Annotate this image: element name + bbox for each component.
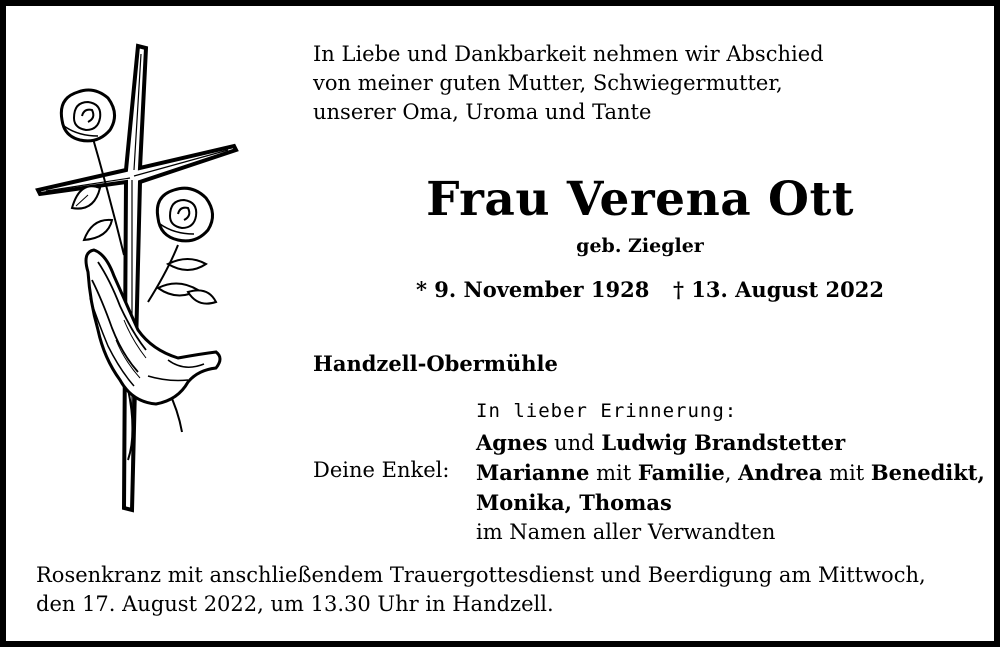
deceased-name: Frau Verena Ott [426,172,854,227]
mourner-name: Monika, Thomas [476,490,672,515]
conjunction: und [554,431,595,455]
intro-text [313,40,953,127]
mourner-name: Ludwig Brandstetter [601,430,846,455]
maiden-name: geb. Ziegler [576,235,704,257]
mourner-row [476,458,985,488]
rose-top-icon [61,90,114,141]
mourner-row [476,488,976,518]
conjunction: mit [596,461,632,485]
death-date: † 13. August 2022 [673,277,884,302]
grandchildren-label: Deine Enkel: [313,458,450,482]
memory-heading: In lieber Erinnerung: [476,400,738,422]
cross-with-roses-and-praying-hands-icon [28,40,248,520]
mourner-name: Benedikt, [870,460,985,485]
intro-line: In Liebe und Dankbarkeit nehmen wir Abschied [313,42,824,66]
rose-middle-icon [157,188,212,241]
mourner-name: Marianne [476,460,590,485]
mourner-name: Familie [637,460,725,485]
cross-artwork [28,40,248,520]
closing-line: im Namen aller Verwandten [476,520,776,544]
separator: , [724,461,732,485]
intro-line: von meiner guten Mutter, Schwiegermutter, [313,71,783,95]
residence-place: Handzell-Obermühle [313,351,558,376]
intro-line: unserer Oma, Uroma und Tante [313,100,652,124]
praying-hands-icon [86,250,220,404]
mourner-row [476,428,976,458]
service-line: den 17. August 2022, um 13.30 Uhr in Handzell. [36,592,554,616]
mourner-name: Agnes [476,430,548,455]
birth-date: * 9. November 1928 [416,277,650,302]
service-line: Rosenkranz mit anschließendem Trauergottesdienst und Beerdigung am Mittwoch, [36,563,926,587]
mourner-name: Andrea [738,460,823,485]
conjunction: mit [829,461,865,485]
mourners-list [476,428,985,547]
service-info [36,561,976,619]
